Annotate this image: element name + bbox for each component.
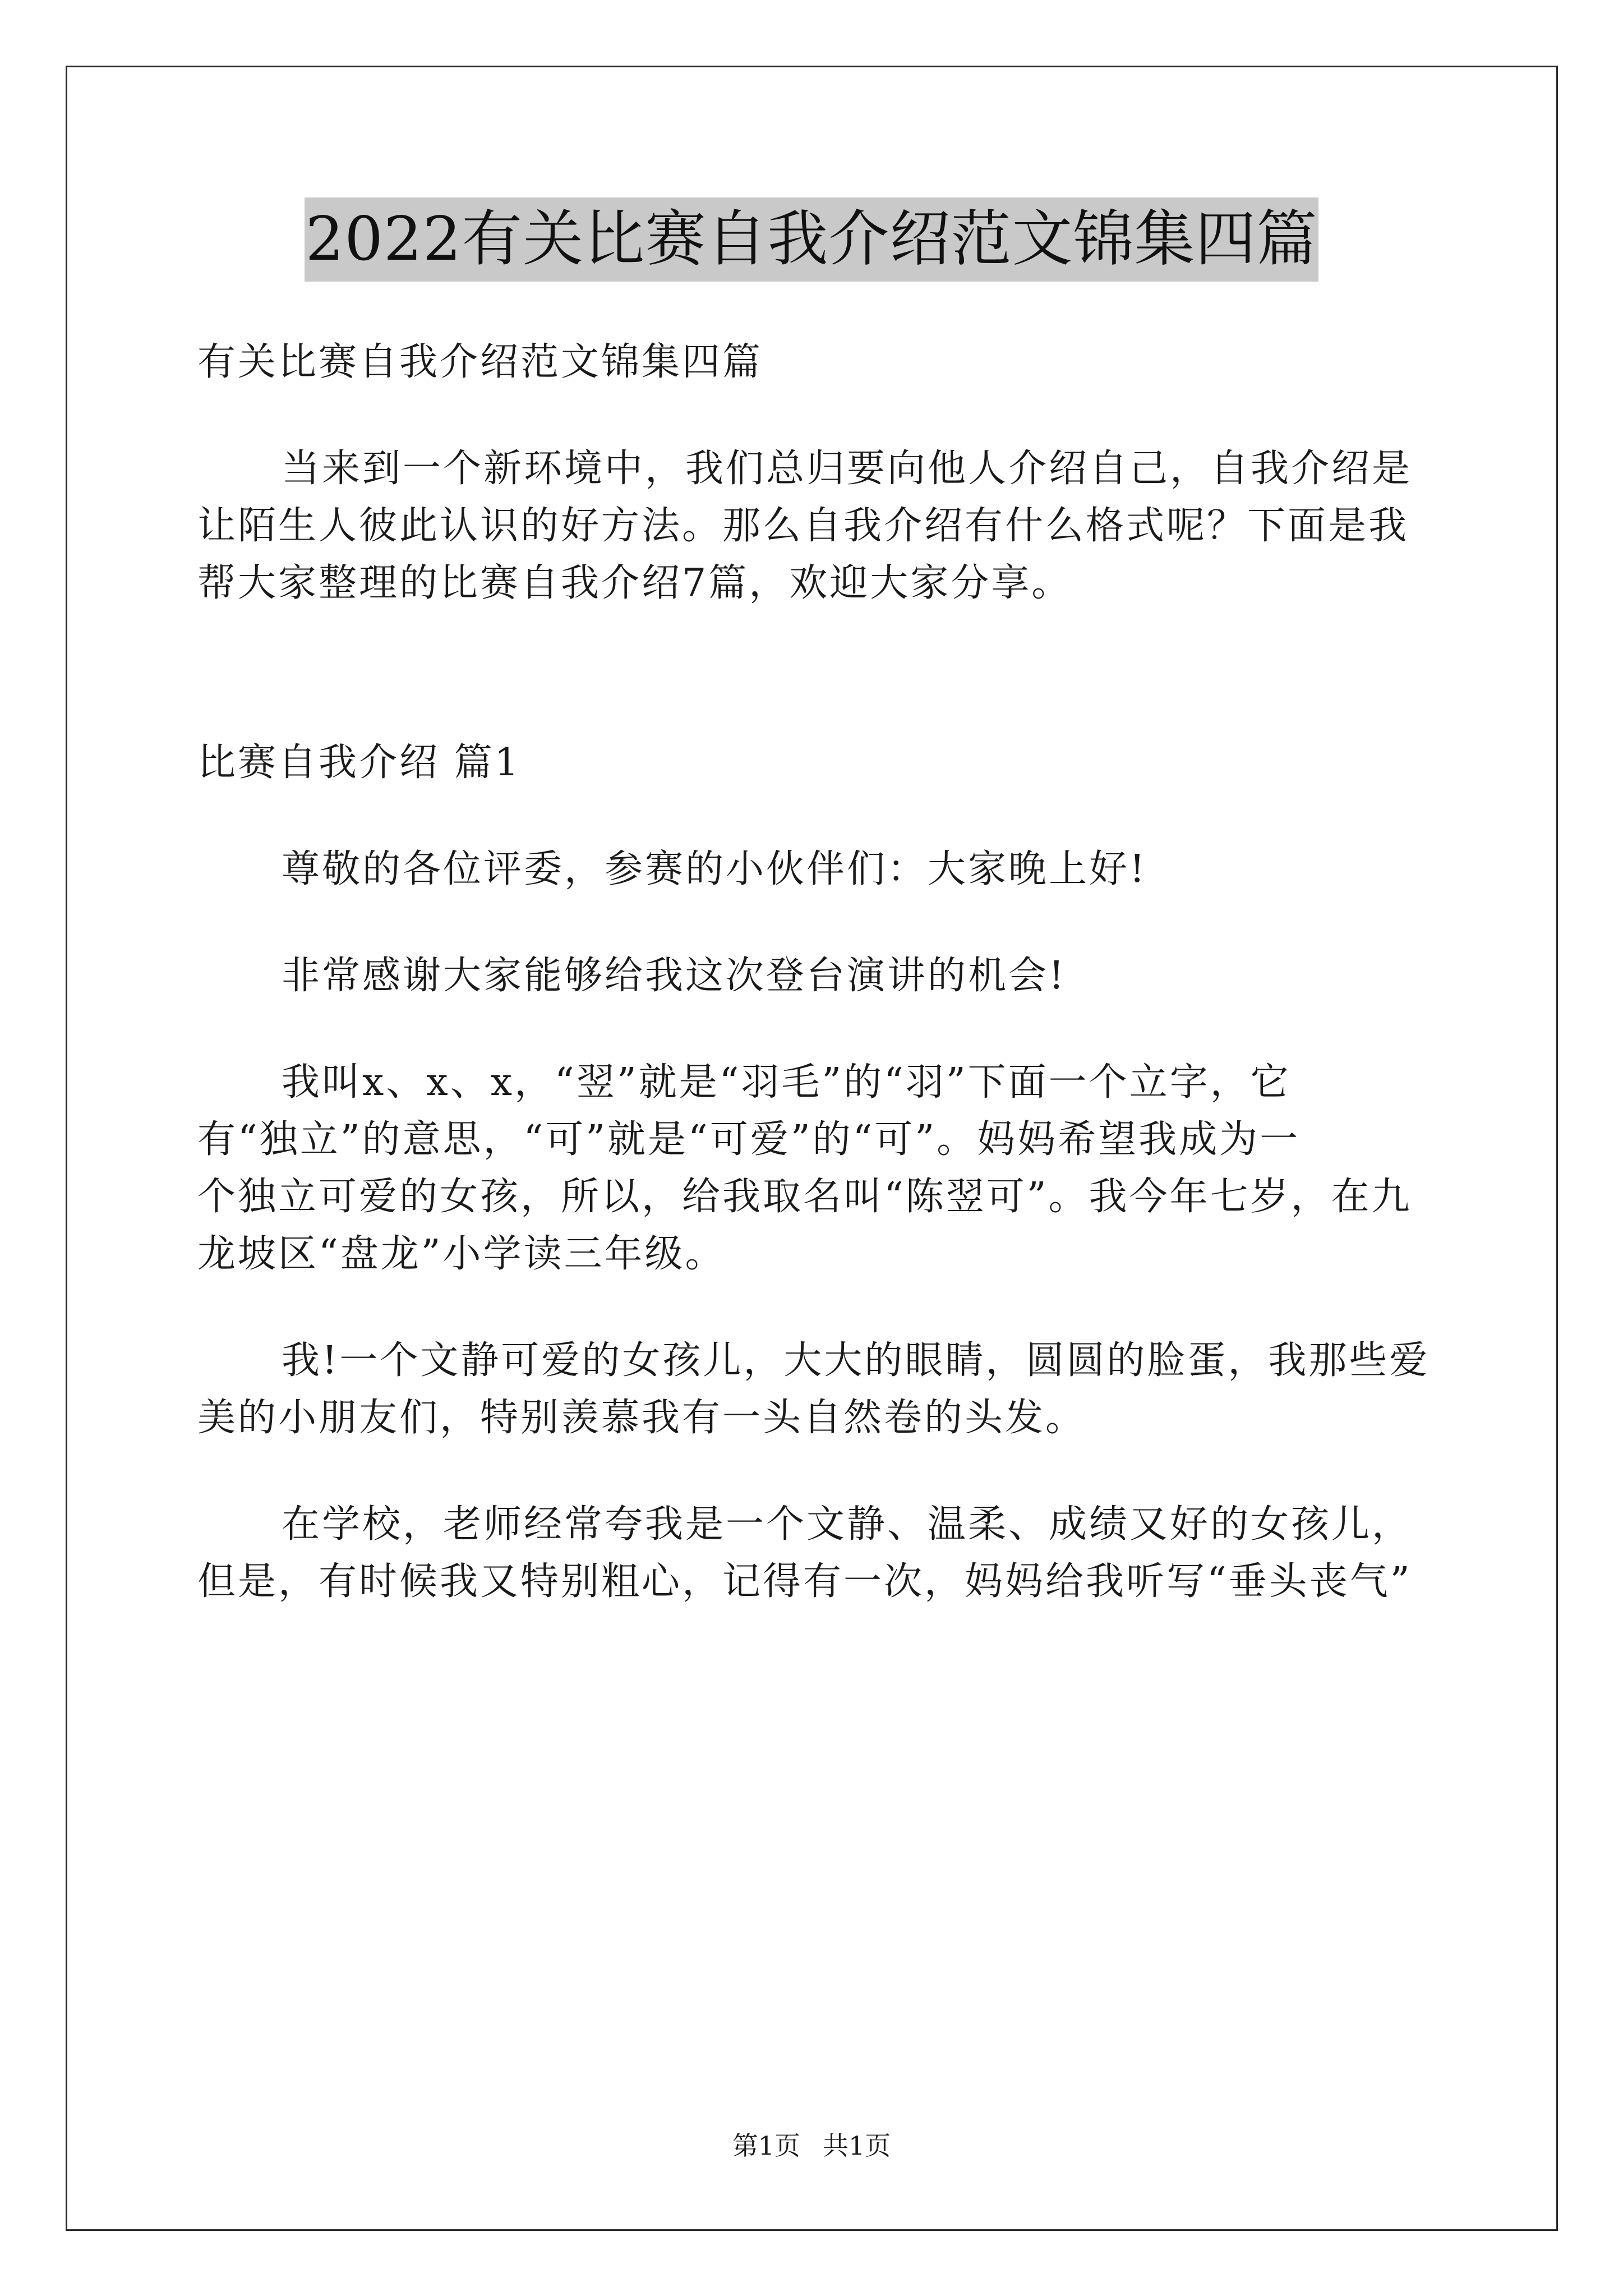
intro-paragraph — [197, 440, 1426, 612]
paragraph — [197, 1496, 1426, 1611]
document-subtitle: 有关比赛自我介绍范文锦集四篇 — [197, 340, 763, 384]
page-footer — [0, 2129, 1623, 2162]
paragraph-line: 个独立可爱的女孩，所以，给我取名叫“陈翌可”。我今年七岁，在九 — [197, 1175, 1412, 1219]
document-body — [197, 334, 1430, 1611]
paragraph — [197, 1054, 1426, 1283]
section-heading: 比赛自我介绍 篇1 — [197, 740, 521, 785]
paragraph-line: 美的小朋友们，特别羡慕我有一头自然卷的头发。 — [197, 1396, 1086, 1440]
paragraph-line: 龙坡区“盘龙”小学读三年级。 — [197, 1232, 726, 1276]
intro-line: 让陌生人彼此认识的好方法。那么自我介绍有什么格式呢？下面是我 — [197, 504, 1409, 548]
paragraph-line: 有“独立”的意思，“可”就是“可爱”的“可”。妈妈希望我成为一 — [197, 1117, 1301, 1162]
page-number-current: 第1页 — [732, 2131, 800, 2161]
paragraph-line: 尊敬的各位评委，参赛的小伙伴们：大家晚上好! — [282, 847, 1147, 891]
paragraph-line: 我叫x、x、x，“翌”就是“羽毛”的“羽”下面一个立字，它 — [282, 1060, 1291, 1105]
intro-line: 帮大家整理的比赛自我介绍7篇，欢迎大家分享。 — [197, 561, 1072, 605]
paragraph-line: 非常感谢大家能够给我这次登台演讲的机会! — [282, 954, 1067, 998]
paragraph — [197, 1332, 1430, 1447]
paragraph-line: 我!一个文静可爱的女孩儿，大大的眼睛，圆圆的脸蛋，我那些爱 — [282, 1338, 1430, 1383]
paragraph — [197, 947, 1426, 1005]
page-number-total: 共1页 — [823, 2131, 891, 2161]
paragraph-line: 在学校，老师经常夸我是一个文静、温柔、成绩又好的女孩儿， — [282, 1502, 1413, 1547]
intro-line: 当来到一个新环境中，我们总归要向他人介绍自己，自我介绍是 — [282, 447, 1413, 491]
paragraph — [197, 841, 1426, 898]
paragraph-line: 但是，有时候我又特别粗心，记得有一次，妈妈给我听写“垂头丧气” — [197, 1559, 1412, 1604]
document-title: 2022有关比赛自我介绍范文锦集四篇 — [305, 197, 1319, 282]
title-block — [0, 197, 1623, 282]
